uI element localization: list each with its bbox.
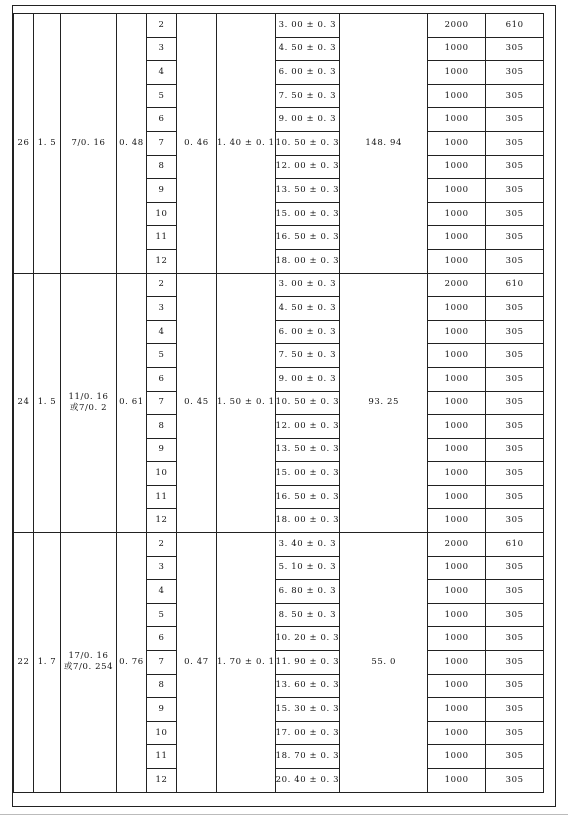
count-cell: 305 — [486, 108, 544, 132]
count-cell: 305 — [486, 249, 544, 273]
width-cell: 18. 00 ± 0. 3 — [275, 249, 340, 273]
length-cell: 1000 — [428, 698, 486, 722]
width-cell: 12. 00 ± 0. 3 — [275, 155, 340, 179]
count-cell: 305 — [486, 698, 544, 722]
core-count-cell: 4 — [147, 61, 177, 85]
gauge-cell: 24 — [14, 273, 34, 533]
width-cell: 10. 50 ± 0. 3 — [275, 131, 340, 155]
width-cell: 13. 50 ± 0. 3 — [275, 438, 340, 462]
length-cell: 2000 — [428, 533, 486, 557]
length-cell: 1000 — [428, 131, 486, 155]
length-cell: 1000 — [428, 462, 486, 486]
width-cell: 18. 00 ± 0. 3 — [275, 509, 340, 533]
length-cell: 1000 — [428, 344, 486, 368]
count-cell: 305 — [486, 226, 544, 250]
core-count-cell: 5 — [147, 84, 177, 108]
table-row — [14, 533, 544, 557]
core-count-cell: 11 — [147, 226, 177, 250]
core-count-cell: 4 — [147, 580, 177, 604]
length-cell: 1000 — [428, 226, 486, 250]
count-cell: 305 — [486, 320, 544, 344]
core-count-cell: 7 — [147, 131, 177, 155]
page-divider — [0, 814, 568, 815]
core-count-cell: 3 — [147, 297, 177, 321]
thickness-cell: 1. 7 — [34, 533, 61, 793]
length-cell: 1000 — [428, 745, 486, 769]
outer-diameter-cell: 1. 40 ± 0. 1 — [217, 14, 276, 274]
core-count-cell: 9 — [147, 438, 177, 462]
length-cell: 1000 — [428, 37, 486, 61]
count-cell: 305 — [486, 179, 544, 203]
length-cell: 1000 — [428, 415, 486, 439]
core-count-cell: 11 — [147, 485, 177, 509]
width-cell: 20. 40 ± 0. 3 — [275, 769, 340, 793]
wall-thickness-cell: 0. 47 — [177, 533, 217, 793]
gauge-cell: 26 — [14, 14, 34, 274]
gauge-cell: 22 — [14, 533, 34, 793]
length-cell: 1000 — [428, 769, 486, 793]
width-cell: 8. 50 ± 0. 3 — [275, 603, 340, 627]
count-cell: 305 — [486, 37, 544, 61]
conductor-line: 11/0. 16 — [68, 391, 109, 402]
count-cell: 305 — [486, 297, 544, 321]
diameter-cell: 0. 48 — [117, 14, 147, 274]
core-count-cell: 6 — [147, 627, 177, 651]
width-cell: 15. 00 ± 0. 3 — [275, 462, 340, 486]
core-count-cell: 7 — [147, 391, 177, 415]
core-count-cell: 11 — [147, 745, 177, 769]
count-cell: 305 — [486, 61, 544, 85]
width-cell: 12. 00 ± 0. 3 — [275, 415, 340, 439]
diameter-cell: 0. 61 — [117, 273, 147, 533]
conductor-cell — [61, 273, 117, 533]
width-cell: 6. 80 ± 0. 3 — [275, 580, 340, 604]
core-count-cell: 8 — [147, 415, 177, 439]
width-cell: 16. 50 ± 0. 3 — [275, 226, 340, 250]
length-cell: 1000 — [428, 651, 486, 675]
count-cell: 305 — [486, 627, 544, 651]
length-cell: 1000 — [428, 297, 486, 321]
resistance-cell: 55. 0 — [340, 533, 428, 793]
count-cell: 305 — [486, 485, 544, 509]
width-cell: 3. 40 ± 0. 3 — [275, 533, 340, 557]
width-cell: 15. 00 ± 0. 3 — [275, 202, 340, 226]
length-cell: 1000 — [428, 179, 486, 203]
core-count-cell: 7 — [147, 651, 177, 675]
width-cell: 4. 50 ± 0. 3 — [275, 297, 340, 321]
core-count-cell: 10 — [147, 462, 177, 486]
core-count-cell: 12 — [147, 509, 177, 533]
width-cell: 5. 10 ± 0. 3 — [275, 556, 340, 580]
count-cell: 305 — [486, 674, 544, 698]
count-cell: 305 — [486, 509, 544, 533]
wall-thickness-cell: 0. 46 — [177, 14, 217, 274]
width-cell: 6. 00 ± 0. 3 — [275, 320, 340, 344]
core-count-cell: 5 — [147, 603, 177, 627]
count-cell: 305 — [486, 155, 544, 179]
core-count-cell: 2 — [147, 533, 177, 557]
length-cell: 1000 — [428, 627, 486, 651]
core-count-cell: 10 — [147, 202, 177, 226]
length-cell: 2000 — [428, 273, 486, 297]
count-cell: 305 — [486, 580, 544, 604]
core-count-cell: 2 — [147, 273, 177, 297]
width-cell: 10. 50 ± 0. 3 — [275, 391, 340, 415]
length-cell: 1000 — [428, 391, 486, 415]
core-count-cell: 8 — [147, 674, 177, 698]
count-cell: 305 — [486, 438, 544, 462]
count-cell: 610 — [486, 273, 544, 297]
width-cell: 7. 50 ± 0. 3 — [275, 344, 340, 368]
core-count-cell: 8 — [147, 155, 177, 179]
length-cell: 1000 — [428, 721, 486, 745]
outer-diameter-cell: 1. 50 ± 0. 1 — [217, 273, 276, 533]
core-count-cell: 10 — [147, 721, 177, 745]
conductor-line: 17/0. 16 — [68, 651, 109, 662]
conductor-line: 或7/0. 254 — [63, 662, 114, 673]
wall-thickness-cell: 0. 45 — [177, 273, 217, 533]
table-row — [14, 273, 544, 297]
length-cell: 1000 — [428, 485, 486, 509]
thickness-cell: 1. 5 — [34, 273, 61, 533]
width-cell: 11. 90 ± 0. 3 — [275, 651, 340, 675]
count-cell: 305 — [486, 84, 544, 108]
count-cell: 610 — [486, 14, 544, 38]
width-cell: 13. 50 ± 0. 3 — [275, 179, 340, 203]
count-cell: 305 — [486, 769, 544, 793]
core-count-cell: 5 — [147, 344, 177, 368]
core-count-cell: 12 — [147, 249, 177, 273]
length-cell: 1000 — [428, 580, 486, 604]
width-cell: 18. 70 ± 0. 3 — [275, 745, 340, 769]
count-cell: 305 — [486, 603, 544, 627]
width-cell: 13. 60 ± 0. 3 — [275, 674, 340, 698]
length-cell: 1000 — [428, 249, 486, 273]
table-row — [14, 14, 544, 38]
length-cell: 1000 — [428, 367, 486, 391]
length-cell: 1000 — [428, 108, 486, 132]
core-count-cell: 4 — [147, 320, 177, 344]
count-cell: 305 — [486, 721, 544, 745]
count-cell: 305 — [486, 745, 544, 769]
length-cell: 1000 — [428, 556, 486, 580]
resistance-cell: 93. 25 — [340, 273, 428, 533]
core-count-cell: 3 — [147, 556, 177, 580]
count-cell: 305 — [486, 651, 544, 675]
width-cell: 9. 00 ± 0. 3 — [275, 108, 340, 132]
conductor-cell — [61, 14, 117, 274]
width-cell: 15. 30 ± 0. 3 — [275, 698, 340, 722]
core-count-cell: 9 — [147, 698, 177, 722]
length-cell: 2000 — [428, 14, 486, 38]
width-cell: 3. 00 ± 0. 3 — [275, 14, 340, 38]
conductor-line: 或7/0. 2 — [69, 402, 108, 413]
length-cell: 1000 — [428, 202, 486, 226]
count-cell: 305 — [486, 344, 544, 368]
width-cell: 3. 00 ± 0. 3 — [275, 273, 340, 297]
count-cell: 305 — [486, 415, 544, 439]
length-cell: 1000 — [428, 509, 486, 533]
length-cell: 1000 — [428, 320, 486, 344]
core-count-cell: 3 — [147, 37, 177, 61]
count-cell: 305 — [486, 391, 544, 415]
width-cell: 4. 50 ± 0. 3 — [275, 37, 340, 61]
count-cell: 305 — [486, 367, 544, 391]
resistance-cell: 148. 94 — [340, 14, 428, 274]
count-cell: 305 — [486, 131, 544, 155]
conductor-line: 7/0. 16 — [71, 137, 106, 148]
count-cell: 610 — [486, 533, 544, 557]
length-cell: 1000 — [428, 674, 486, 698]
width-cell: 17. 00 ± 0. 3 — [275, 721, 340, 745]
core-count-cell: 6 — [147, 367, 177, 391]
width-cell: 7. 50 ± 0. 3 — [275, 84, 340, 108]
core-count-cell: 9 — [147, 179, 177, 203]
conductor-cell — [61, 533, 117, 793]
count-cell: 305 — [486, 556, 544, 580]
length-cell: 1000 — [428, 438, 486, 462]
length-cell: 1000 — [428, 155, 486, 179]
count-cell: 305 — [486, 462, 544, 486]
spec-table — [13, 13, 544, 793]
width-cell: 9. 00 ± 0. 3 — [275, 367, 340, 391]
length-cell: 1000 — [428, 603, 486, 627]
width-cell: 10. 20 ± 0. 3 — [275, 627, 340, 651]
core-count-cell: 6 — [147, 108, 177, 132]
core-count-cell: 2 — [147, 14, 177, 38]
width-cell: 16. 50 ± 0. 3 — [275, 485, 340, 509]
width-cell: 6. 00 ± 0. 3 — [275, 61, 340, 85]
length-cell: 1000 — [428, 61, 486, 85]
outer-diameter-cell: 1. 70 ± 0. 1 — [217, 533, 276, 793]
length-cell: 1000 — [428, 84, 486, 108]
core-count-cell: 12 — [147, 769, 177, 793]
diameter-cell: 0. 76 — [117, 533, 147, 793]
thickness-cell: 1. 5 — [34, 14, 61, 274]
count-cell: 305 — [486, 202, 544, 226]
